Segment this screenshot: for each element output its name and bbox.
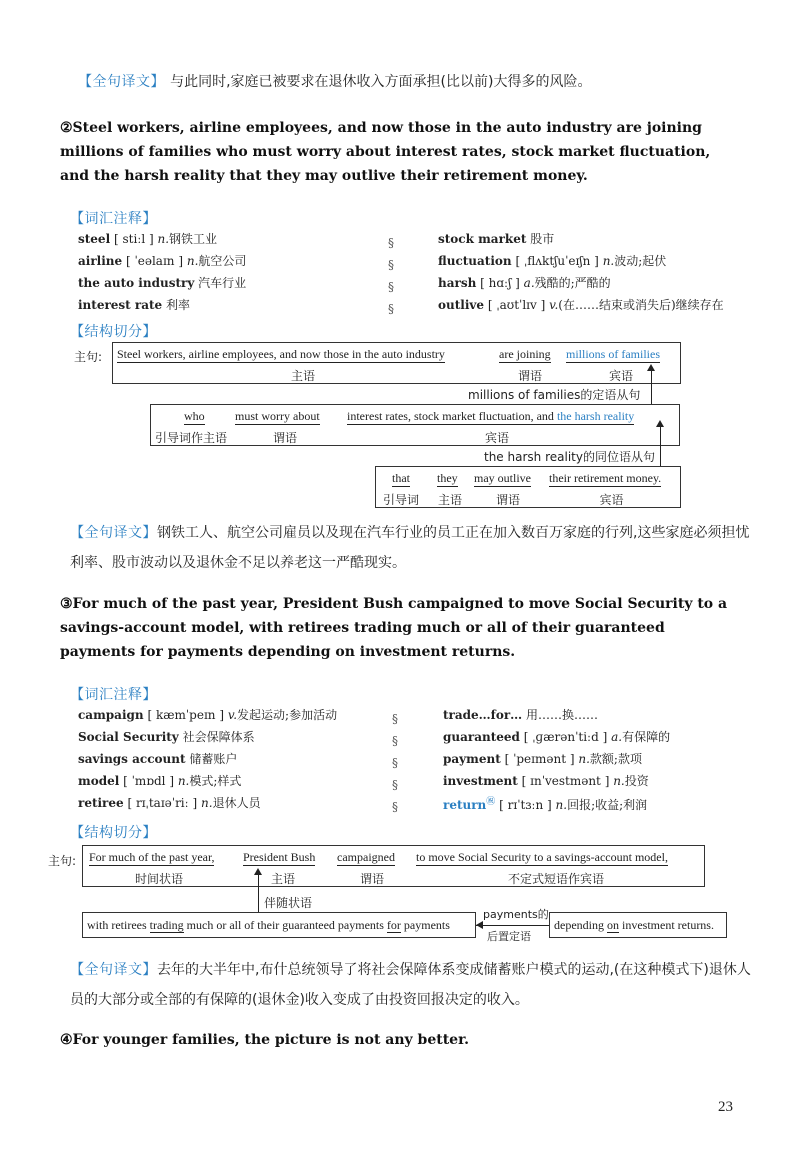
translation-text: 与此同时,家庭已被要求在退休收入方面承担(比以前)大得多的风险。	[170, 74, 592, 90]
divider-squiggle: § § § § §	[392, 712, 398, 814]
label-object: 宾语	[599, 493, 624, 507]
segment-verb: must worry about	[235, 409, 320, 423]
translation-top	[78, 71, 768, 91]
vocab-item: harsh [ hɑːʃ ] a.残酷的;严酷的	[438, 276, 611, 290]
segment-who: who	[184, 409, 205, 423]
label-subject: 主语	[290, 369, 315, 383]
vocab-item: Social Security 社会保障体系	[78, 730, 255, 744]
sentence-4: ④For younger families, the picture is not any better.	[60, 1032, 470, 1048]
appositive-clause-label: the harsh reality的同位语从句	[484, 450, 655, 464]
segment-adverbial: For much of the past year,	[89, 850, 215, 864]
label-that: 引导词	[382, 493, 419, 507]
vocab-item: guaranteed [ ˌɡærənˈtiːd ] a.有保障的	[443, 730, 671, 744]
segment-that: that	[392, 471, 410, 485]
translation-tag: 【全句译文】	[70, 962, 157, 978]
segment-with-phrase: with retirees trading much or all of their guaranteed payments for payments	[87, 918, 450, 932]
vocab-item: investment [ ɪnˈvestmənt ] n.投资	[443, 774, 649, 788]
label-infinitive: 不定式短语作宾语	[507, 872, 604, 886]
vocab-list-right-3	[443, 706, 773, 816]
vocab-list-right-2	[438, 230, 768, 318]
vocab-item: steel [ stiːl ] n.钢铁工业	[78, 232, 218, 246]
segment-object: their retirement money.	[549, 471, 662, 485]
structure-tag-3: 【结构切分】	[70, 825, 157, 841]
segment-object: interest rates, stock market fluctuation, and the harsh reality	[347, 409, 635, 423]
label-verb: 谓语	[359, 872, 384, 886]
vocab-list-left-3	[78, 706, 398, 816]
divider-squiggle: § § § §	[388, 236, 394, 316]
segment-subject: President Bush	[243, 850, 316, 864]
label-they: 主语	[437, 493, 462, 507]
vocab-item: retiree [ rɪˌtaɪəˈriː ] n.退休人员	[78, 796, 261, 810]
vocab-tag-2: 【词汇注释】	[70, 211, 157, 227]
vocab-tag-3: 【词汇注释】	[70, 687, 157, 703]
label-subject: 主语	[270, 872, 295, 886]
segment-depending-phrase: depending on investment returns.	[554, 918, 714, 932]
vocab-item: the auto industry 汽车行业	[78, 276, 247, 290]
vocab-item: interest rate 利率	[78, 298, 191, 312]
clause-box-main	[82, 845, 705, 887]
label-adverbial: 时间状语	[134, 872, 183, 886]
sentence-2: ②Steel workers, airline employees, and now those in the auto industry are joining millions of families who must worry about interest rates, stock market fluctuation, and the harsh reality that they may outlive their retirement money.	[60, 120, 711, 184]
vocab-item: model [ ˈmɒdl ] n.模式;样式	[78, 774, 242, 788]
label-verb: 谓语	[272, 431, 297, 445]
clause-box-relative	[150, 404, 680, 446]
segment-verb: may outlive	[474, 471, 531, 485]
vocab-item: outlive [ ˌaʊtˈlɪv ] v.(在……结束或消失后)继续存在	[438, 298, 724, 312]
postpositive-label-line2: 后置定语	[487, 930, 531, 943]
segment-subject: Steel workers, airline employees, and now those in the auto industry	[117, 347, 445, 361]
segment-object: millions of families	[566, 347, 660, 361]
segment-infinitive: to move Social Security to a savings-account model,	[416, 850, 668, 864]
vocab-item: campaign [ kæmˈpeɪn ] v.发起运动;参加活动	[78, 708, 338, 722]
clause-box-appositive	[375, 466, 681, 508]
label-verb: 谓语	[517, 369, 542, 383]
clause-box-with	[82, 912, 476, 938]
label-who: 引导词作主语	[154, 431, 227, 445]
clause-box-depending	[549, 912, 727, 938]
label-object: 宾语	[484, 431, 509, 445]
vocab-item: return㊗ [ rɪˈtɜːn ] n.回报;收益;利润	[443, 797, 648, 812]
vocab-list-left-2	[78, 230, 398, 318]
vocab-item: fluctuation [ ˌflʌktʃuˈeɪʃn ] n.波动;起伏	[438, 254, 667, 268]
vocab-item: stock market 股市	[438, 232, 555, 246]
label-verb: 谓语	[495, 493, 520, 507]
translation-text: 钢铁工人、航空公司雇员以及现在汽车行业的员工正在加入数百万家庭的行列,这些家庭必须担忧利率、股市波动以及退休金不足以养老这一严酷现实。	[70, 525, 750, 571]
structure-tag-2: 【结构切分】	[70, 324, 157, 340]
relative-clause-label: millions of families的定语从句	[468, 388, 641, 402]
label-object: 宾语	[608, 369, 633, 383]
sentence-3: ③For much of the past year, President Bush campaigned to move Social Security to a savings-account model, with retirees trading much or all of their guaranteed payments for payments depending on investment returns.	[60, 596, 728, 660]
translation-tag: 【全句译文】	[78, 74, 165, 90]
accompanying-adverbial-label: 伴随状语	[264, 896, 313, 910]
main-clause-prefix: 主句:	[48, 854, 77, 868]
vocab-item: airline [ ˈeəlaɪn ] n.航空公司	[78, 254, 247, 268]
vocab-item: payment [ ˈpeɪmənt ] n.款额;款项	[443, 752, 642, 766]
main-clause-prefix: 主句:	[74, 350, 103, 364]
translation-2	[70, 518, 760, 578]
vocab-item: trade…for… 用……换……	[443, 708, 598, 722]
segment-they: they	[437, 471, 458, 485]
page-number: 23	[718, 1099, 733, 1115]
clause-box-main	[112, 342, 681, 384]
vocab-item: savings account 储蓄账户	[78, 752, 238, 766]
translation-text: 去年的大半年中,布什总统领导了将社会保障体系变成储蓄账户模式的运动,(在这种模式下)退休人员的大部分或全部的有保障的(退休金)收入变成了由投资回报决定的收入。	[70, 962, 751, 1008]
translation-tag: 【全句译文】	[70, 525, 157, 541]
high-frequency-badge-icon: ㊗	[486, 797, 496, 807]
segment-verb: are joining	[499, 347, 551, 361]
translation-3	[70, 955, 760, 1015]
segment-verb: campaigned	[337, 850, 395, 864]
postpositive-label-line1: payments的	[483, 908, 549, 921]
